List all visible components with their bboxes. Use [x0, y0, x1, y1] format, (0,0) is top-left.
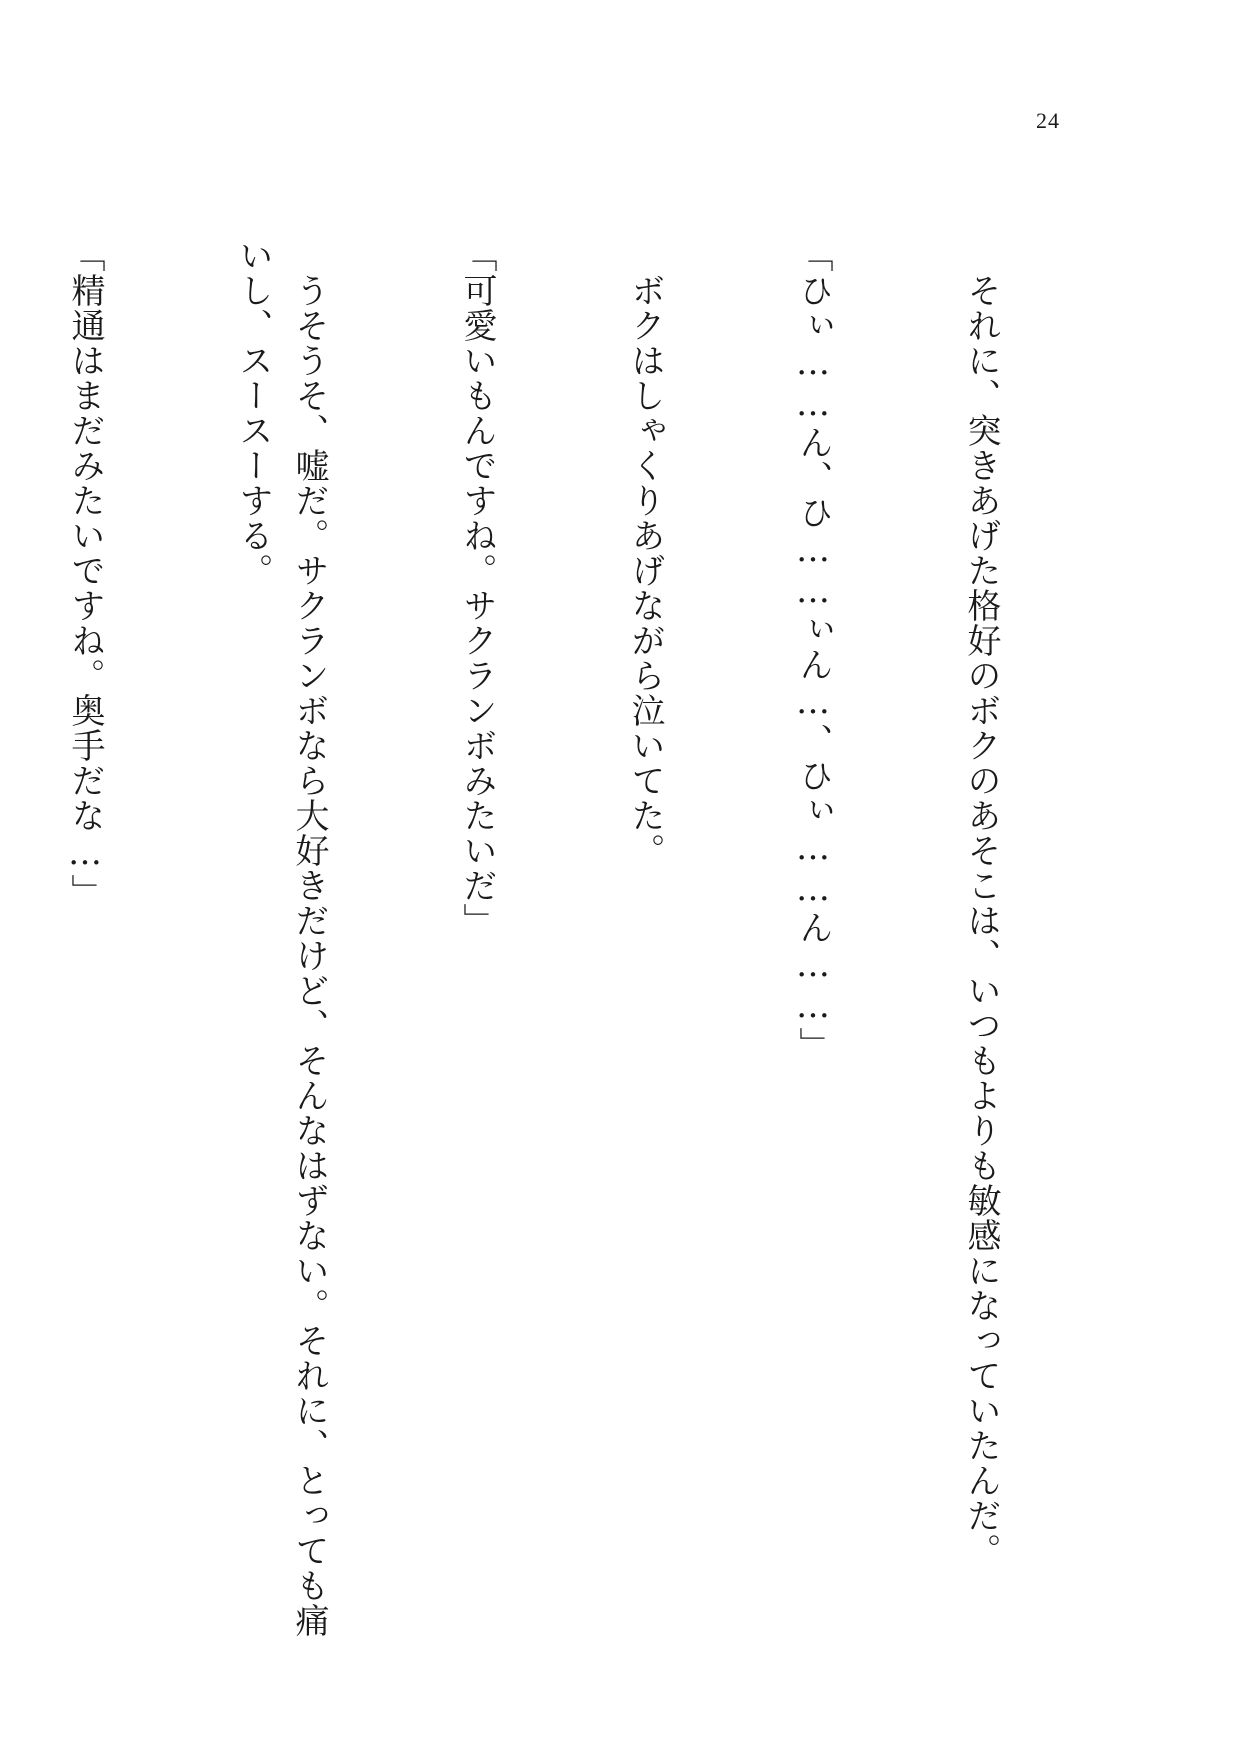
paragraph: 「精通はまだみたいですね。奥手だな…」	[65, 238, 105, 909]
novel-text	[0, 238, 1121, 1658]
paragraph: それに、突きあげた格好のボクのあそこは、いつもよりも敏感になっていたんだ。	[961, 238, 1001, 1568]
paragraph: ボクはしゃくりあげながら泣いてた。	[625, 238, 665, 868]
page-number: 24	[1036, 108, 1060, 133]
paragraph: うそうそ、嘘だ。サクランボなら大好きだけど、そんなはずない。それに、とっても痛いし、スースーする。	[233, 238, 329, 1638]
paragraph: 「ひぃ……ん、ひ……ぃん…、ひぃ……ん……」	[793, 238, 833, 1062]
paragraph: 「可愛いもんですね。サクランボみたいだ」	[457, 238, 497, 938]
